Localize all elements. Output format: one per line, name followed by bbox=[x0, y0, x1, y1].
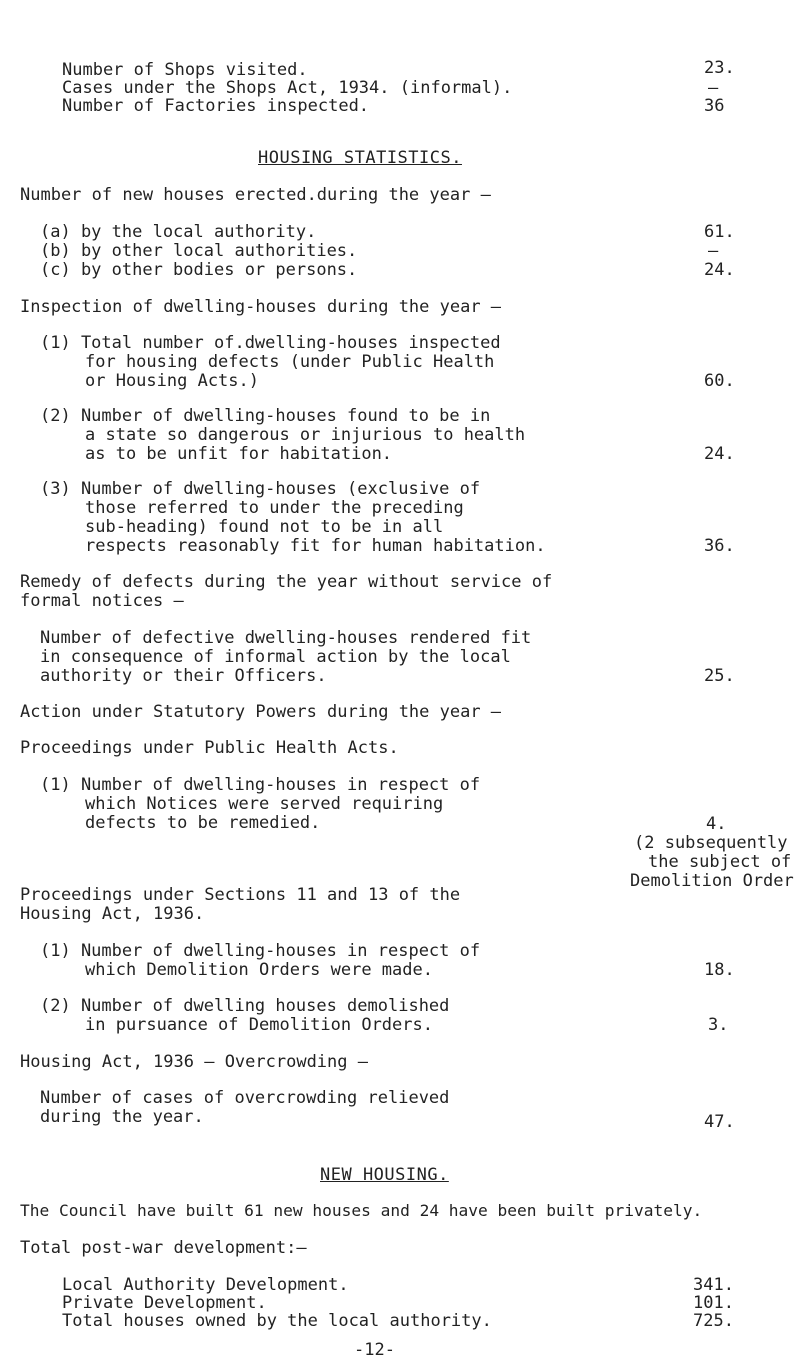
public-health-acts-heading: Proceedings under Public Health Acts. bbox=[20, 738, 399, 758]
factories-inspected-label: Number of Factories inspected. bbox=[62, 96, 370, 116]
notices-served-line-3: defects to be remedied. bbox=[85, 813, 321, 833]
local-authority-development-value: 341. bbox=[693, 1275, 734, 1295]
houses-by-local-authority-label: (a) by the local authority. bbox=[40, 222, 317, 242]
housing-statistics-heading: HOUSING STATISTICS. bbox=[258, 148, 462, 168]
inspection-intro: Inspection of dwelling-houses during the year – bbox=[20, 297, 502, 317]
shops-visited-value: 23. bbox=[704, 58, 735, 78]
inspection-item-2-value: 24. bbox=[704, 444, 735, 464]
page-number: -12- bbox=[354, 1340, 395, 1360]
houses-by-local-authority-value: 61. bbox=[704, 222, 735, 242]
shops-visited-label: Number of Shops visited. bbox=[62, 60, 308, 80]
local-authority-development-label: Local Authority Development. bbox=[62, 1275, 349, 1295]
total-houses-owned-label: Total houses owned by the local authority. bbox=[62, 1311, 492, 1331]
notices-served-note-line-1: (2 subsequently bbox=[634, 833, 788, 853]
defective-houses-value: 25. bbox=[704, 666, 735, 686]
overcrowding-value: 47. bbox=[704, 1112, 735, 1132]
defective-houses-line-2: in consequence of informal action by the local bbox=[40, 647, 511, 667]
demolition-orders-made-value: 18. bbox=[704, 960, 735, 980]
inspection-item-2-line-2: a state so dangerous or injurious to health bbox=[85, 425, 526, 445]
demolition-orders-made-line-2: which Demolition Orders were made. bbox=[85, 960, 433, 980]
new-housing-summary: The Council have built 61 new houses and 24 have been built privately. bbox=[20, 1201, 703, 1220]
houses-by-other-authorities-value: — bbox=[708, 241, 719, 261]
cases-shops-act-value: — bbox=[708, 78, 719, 98]
overcrowding-heading: Housing Act, 1936 – Overcrowding – bbox=[20, 1052, 368, 1072]
private-development-label: Private Development. bbox=[62, 1293, 267, 1313]
defective-houses-line-3: authority or their Officers. bbox=[40, 666, 327, 686]
demolition-orders-made-line-1: (1) Number of dwelling-houses in respect of bbox=[40, 941, 481, 961]
houses-by-other-bodies-value: 24. bbox=[704, 260, 735, 280]
overcrowding-line-2: during the year. bbox=[40, 1107, 204, 1127]
statutory-powers-intro: Action under Statutory Powers during the year – bbox=[20, 702, 502, 722]
inspection-item-1-line-3: or Housing Acts.) bbox=[85, 371, 259, 391]
houses-by-other-authorities-label: (b) by other local authorities. bbox=[40, 241, 358, 261]
inspection-item-1-line-2: for housing defects (under Public Health bbox=[85, 352, 495, 372]
notices-served-line-2: which Notices were served requiring bbox=[85, 794, 444, 814]
houses-demolished-line-1: (2) Number of dwelling houses demolished bbox=[40, 996, 450, 1016]
remedy-intro-line-1: Remedy of defects during the year without service of bbox=[20, 572, 553, 592]
houses-demolished-line-2: in pursuance of Demolition Orders. bbox=[85, 1015, 433, 1035]
notices-served-note-line-2: the subject of bbox=[648, 852, 792, 872]
houses-demolished-value: 3. bbox=[708, 1015, 729, 1035]
inspection-item-1-value: 60. bbox=[704, 371, 735, 391]
cases-shops-act-label: Cases under the Shops Act, 1934. (informal). bbox=[62, 78, 513, 98]
notices-served-note-line-3: Demolition Order bbox=[630, 871, 794, 891]
sections-heading-line-1: Proceedings under Sections 11 and 13 of the bbox=[20, 885, 461, 905]
inspection-item-3-value: 36. bbox=[704, 536, 735, 556]
total-houses-owned-value: 725. bbox=[693, 1311, 734, 1331]
sections-heading-line-2: Housing Act, 1936. bbox=[20, 904, 205, 924]
notices-served-line-1: (1) Number of dwelling-houses in respect of bbox=[40, 775, 481, 795]
factories-inspected-value: 36 bbox=[704, 96, 725, 116]
inspection-item-3-line-4: respects reasonably fit for human habitation. bbox=[85, 536, 546, 556]
new-houses-intro: Number of new houses erected.during the year – bbox=[20, 185, 491, 205]
houses-by-other-bodies-label: (c) by other bodies or persons. bbox=[40, 260, 358, 280]
inspection-item-1-line-1: (1) Total number of.dwelling-houses inspected bbox=[40, 333, 501, 353]
inspection-item-2-line-3: as to be unfit for habitation. bbox=[85, 444, 393, 464]
notices-served-value: 4. bbox=[706, 814, 727, 834]
remedy-intro-line-2: formal notices – bbox=[20, 591, 184, 611]
new-housing-heading: NEW HOUSING. bbox=[320, 1165, 449, 1185]
inspection-item-3-line-2: those referred to under the preceding bbox=[85, 498, 464, 518]
inspection-item-3-line-3: sub-heading) found not to be in all bbox=[85, 517, 444, 537]
inspection-item-2-line-1: (2) Number of dwelling-houses found to be in bbox=[40, 406, 491, 426]
overcrowding-line-1: Number of cases of overcrowding relieved bbox=[40, 1088, 450, 1108]
inspection-item-3-line-1: (3) Number of dwelling-houses (exclusive of bbox=[40, 479, 481, 499]
postwar-intro: Total post-war development:– bbox=[20, 1238, 307, 1258]
private-development-value: 101. bbox=[693, 1293, 734, 1313]
defective-houses-line-1: Number of defective dwelling-houses rendered fit bbox=[40, 628, 532, 648]
